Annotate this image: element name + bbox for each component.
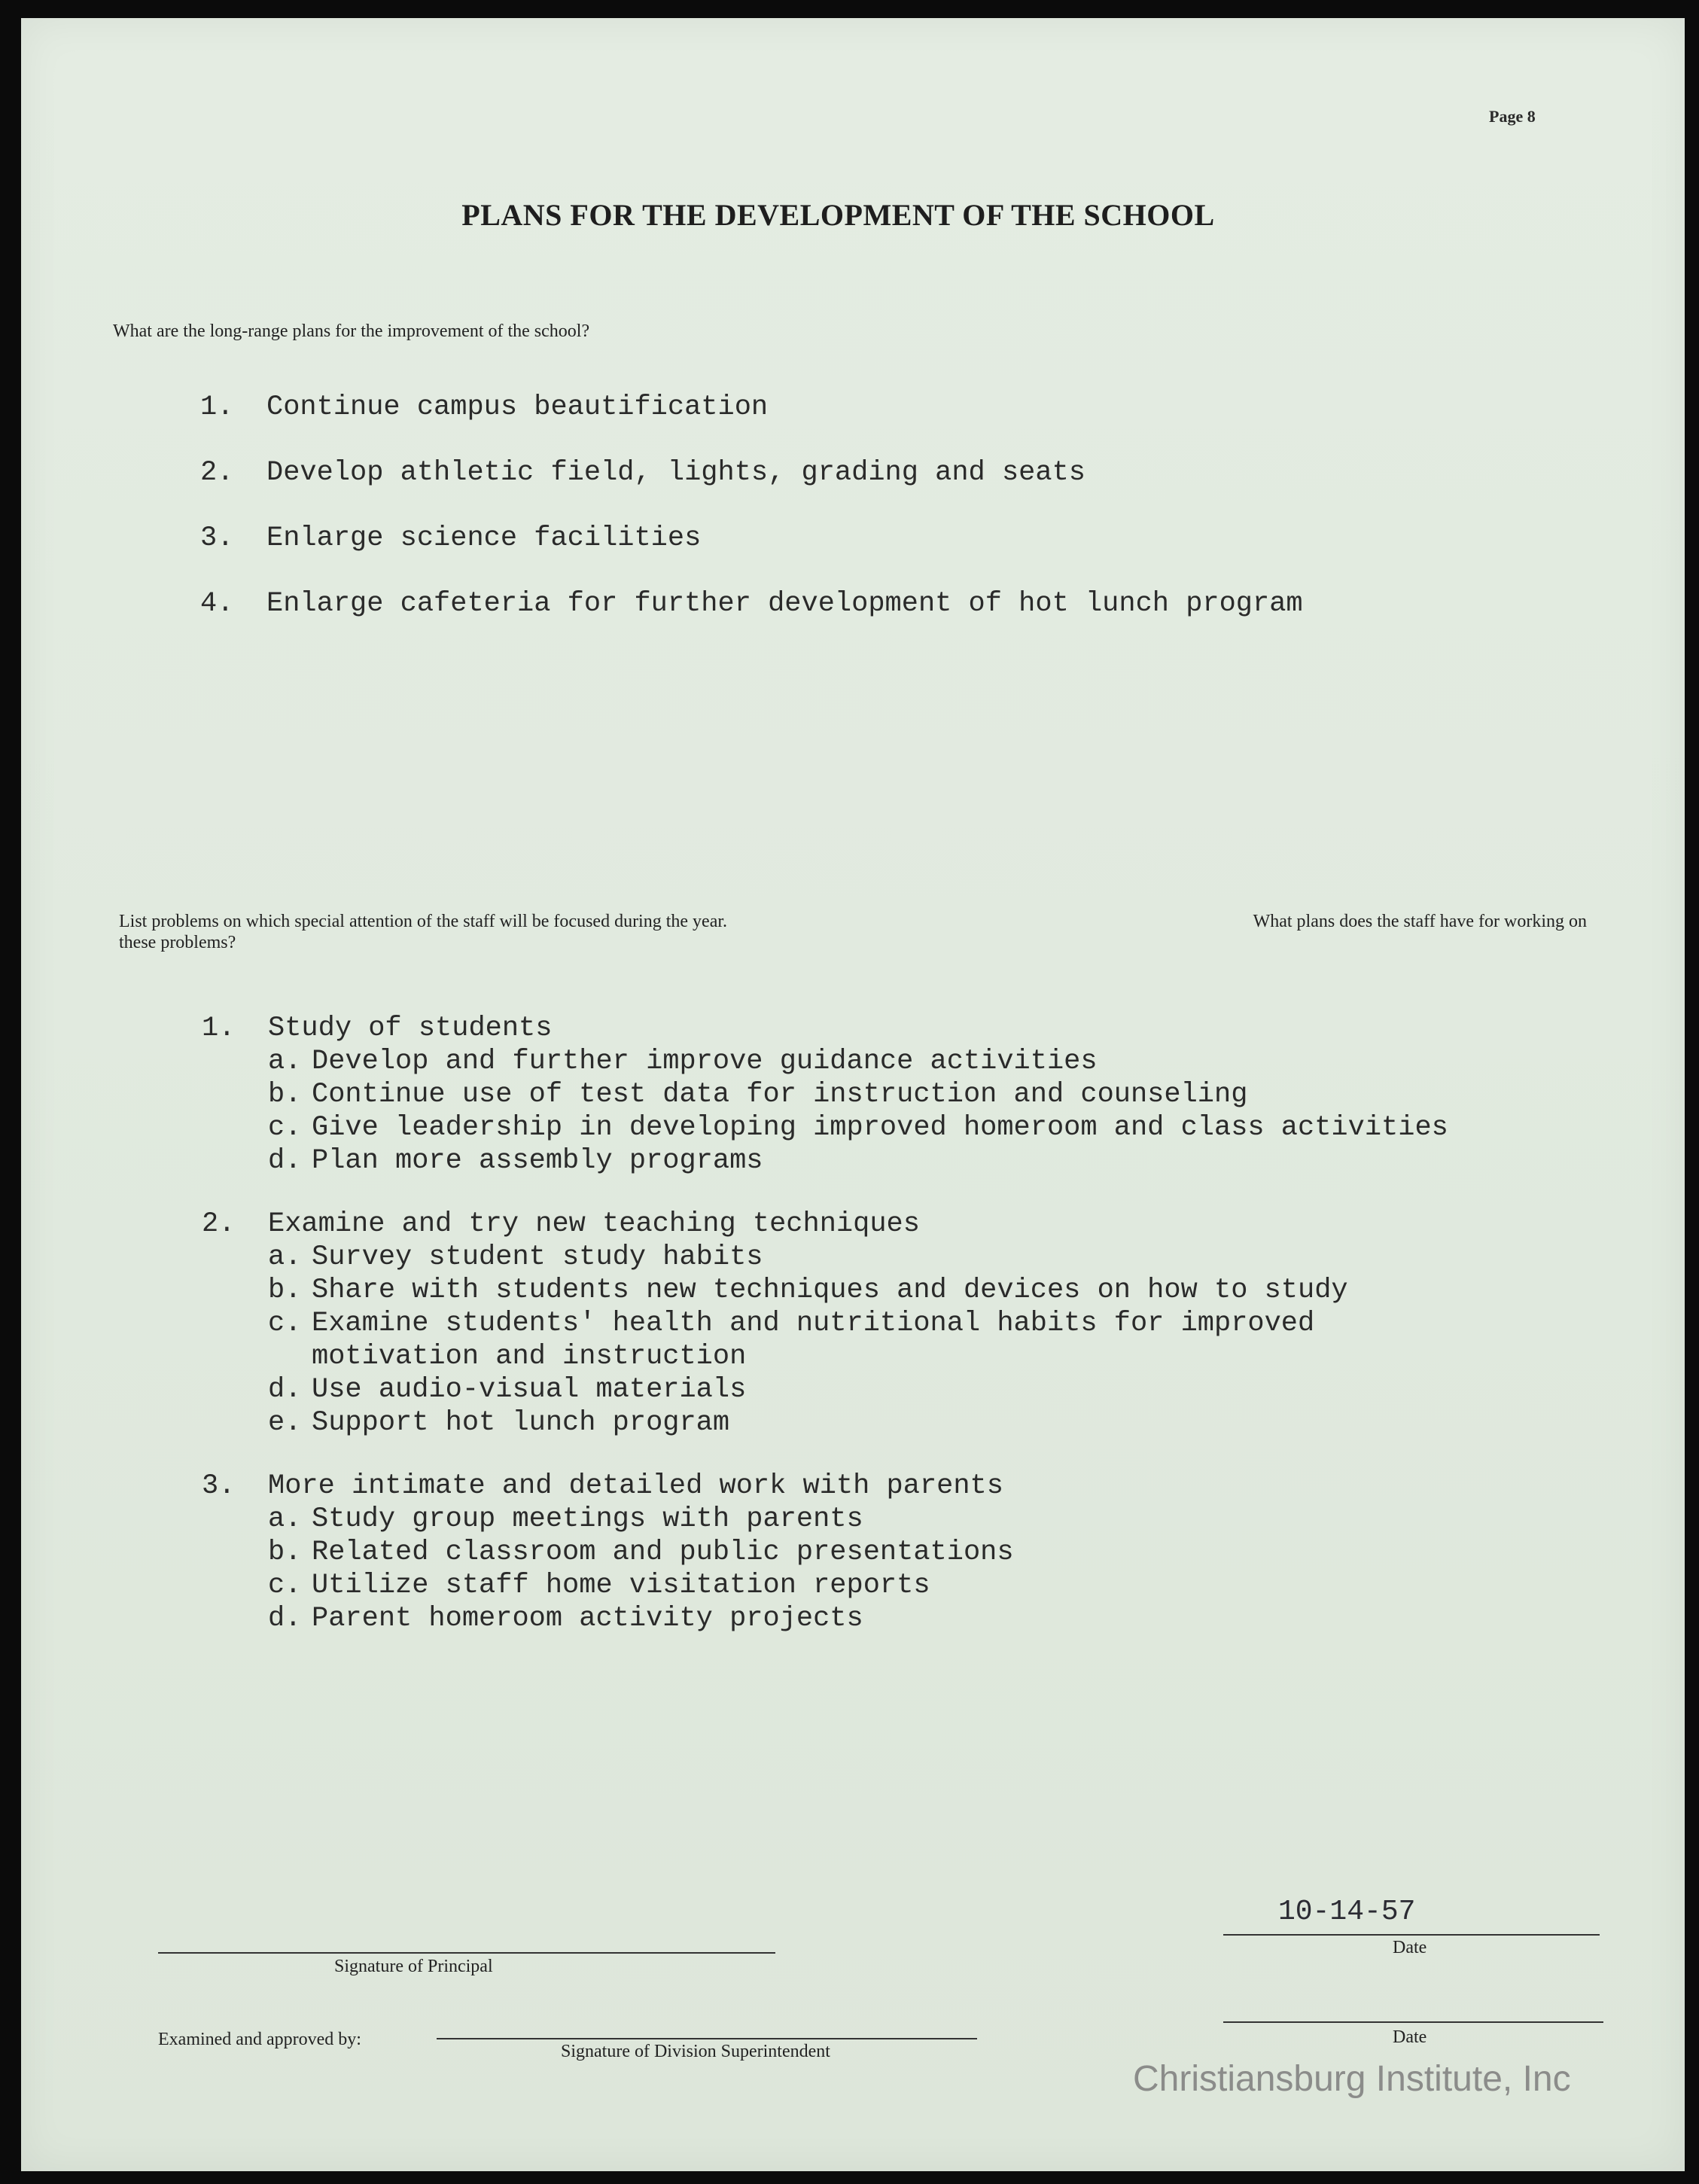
handwritten-date: 10-14-57 <box>1278 1896 1416 1928</box>
problem-heading <box>202 1470 1448 1503</box>
sub-item-letter: c. <box>268 1112 302 1144</box>
problem-group <box>202 1470 1448 1636</box>
sub-item-text: Give leadership in developing improved homeroom and class activities <box>312 1112 1448 1144</box>
archive-watermark: Christiansburg Institute, Inc <box>1133 2059 1571 2099</box>
sub-item <box>202 1407 1448 1440</box>
date-line-2 <box>1223 2021 1603 2023</box>
sub-item-letter: b. <box>268 1275 302 1306</box>
sub-item-text: Develop and further improve guidance activities <box>312 1046 1098 1077</box>
plan-item <box>200 457 1303 522</box>
sub-item-letter: a. <box>268 1503 302 1535</box>
sub-item-letter: d. <box>268 1145 302 1177</box>
sub-item-text: Use audio-visual materials <box>312 1374 747 1406</box>
date-label-1: Date <box>1393 1938 1427 1957</box>
sub-item <box>202 1374 1448 1407</box>
problems-question-part2: What plans does the staff have for working on <box>1253 912 1587 931</box>
sub-item <box>202 1537 1448 1570</box>
sub-item-letter: c. <box>268 1570 302 1601</box>
problems-list <box>202 1013 1448 1666</box>
plan-item-text: Develop athletic field, lights, grading and seats <box>266 457 1085 489</box>
superintendent-signature-label: Signature of Division Superintendent <box>561 2042 830 2061</box>
sub-item-text: Continue use of test data for instruction and counseling <box>312 1079 1248 1110</box>
plan-item-text: Enlarge science facilities <box>266 522 702 554</box>
problem-group <box>202 1013 1448 1178</box>
plan-item <box>200 588 1303 653</box>
plan-item <box>200 391 1303 457</box>
sub-item <box>202 1308 1448 1341</box>
sub-item-text: Parent homeroom activity projects <box>312 1603 863 1634</box>
problem-text: Study of students <box>268 1013 553 1044</box>
sub-item <box>202 1241 1448 1275</box>
sub-item-letter: d. <box>268 1374 302 1406</box>
problem-number: 3. <box>202 1470 236 1502</box>
plan-item-text: Continue campus beautification <box>266 391 769 423</box>
sub-item-text: Survey student study habits <box>312 1241 763 1273</box>
problem-number: 1. <box>202 1013 236 1044</box>
long-range-plan-list <box>200 391 1303 653</box>
sub-item <box>202 1275 1448 1308</box>
problem-heading <box>202 1013 1448 1046</box>
sub-item-continuation <box>202 1341 1448 1374</box>
problem-heading <box>202 1208 1448 1241</box>
sub-item-letter: b. <box>268 1079 302 1110</box>
sub-item-letter: c. <box>268 1308 302 1339</box>
sub-item-letter: e. <box>268 1407 302 1439</box>
problem-group <box>202 1208 1448 1440</box>
sub-item <box>202 1570 1448 1603</box>
sub-item <box>202 1145 1448 1178</box>
sub-item-letter: a. <box>268 1046 302 1077</box>
plan-item-number: 1. <box>200 391 234 423</box>
sub-item <box>202 1503 1448 1537</box>
problem-number: 2. <box>202 1208 236 1240</box>
sub-item-text: Study group meetings with parents <box>312 1503 863 1535</box>
problems-question <box>119 911 1587 953</box>
sub-item-letter <box>268 1341 312 1374</box>
plan-item <box>200 522 1303 588</box>
date-line-1 <box>1223 1934 1600 1936</box>
plan-item-number: 3. <box>200 522 234 554</box>
principal-signature-line <box>158 1952 775 1954</box>
sub-item-text: motivation and instruction <box>312 1341 747 1372</box>
sub-item-text: Related classroom and public presentations <box>312 1537 1014 1568</box>
problems-question-part3: these problems? <box>119 933 236 952</box>
sub-item-letter: d. <box>268 1603 302 1634</box>
sub-item <box>202 1079 1448 1112</box>
sub-item <box>202 1112 1448 1145</box>
sub-item-letter: b. <box>268 1537 302 1568</box>
examined-approved-label: Examined and approved by: <box>158 2030 361 2049</box>
page-title: PLANS FOR THE DEVELOPMENT OF THE SCHOOL <box>461 198 1215 232</box>
page-number: Page 8 <box>1489 107 1536 126</box>
superintendent-signature-line <box>437 2038 977 2039</box>
problem-text: More intimate and detailed work with parents <box>268 1470 1003 1502</box>
sub-item-text: Share with students new techniques and devices on how to study <box>312 1275 1348 1306</box>
sub-item-text: Support hot lunch program <box>312 1407 730 1439</box>
problems-question-part1: List problems on which special attention of the staff will be focused during the year. <box>119 912 728 931</box>
date-label-2: Date <box>1393 2027 1427 2047</box>
sub-item-text: Plan more assembly programs <box>312 1145 763 1177</box>
sub-item-text: Utilize staff home visitation reports <box>312 1570 930 1601</box>
sub-item <box>202 1603 1448 1636</box>
sub-item <box>202 1046 1448 1079</box>
problem-text: Examine and try new teaching techniques <box>268 1208 920 1240</box>
plan-item-number: 2. <box>200 457 234 489</box>
principal-signature-label: Signature of Principal <box>334 1957 493 1976</box>
sub-item-letter: a. <box>268 1241 302 1273</box>
long-range-question: What are the long-range plans for the improvement of the school? <box>113 321 590 341</box>
sub-item-text: Examine students' health and nutritional habits for improved <box>312 1308 1315 1339</box>
plan-item-text: Enlarge cafeteria for further development of hot lunch program <box>266 588 1303 620</box>
plan-item-number: 4. <box>200 588 234 620</box>
